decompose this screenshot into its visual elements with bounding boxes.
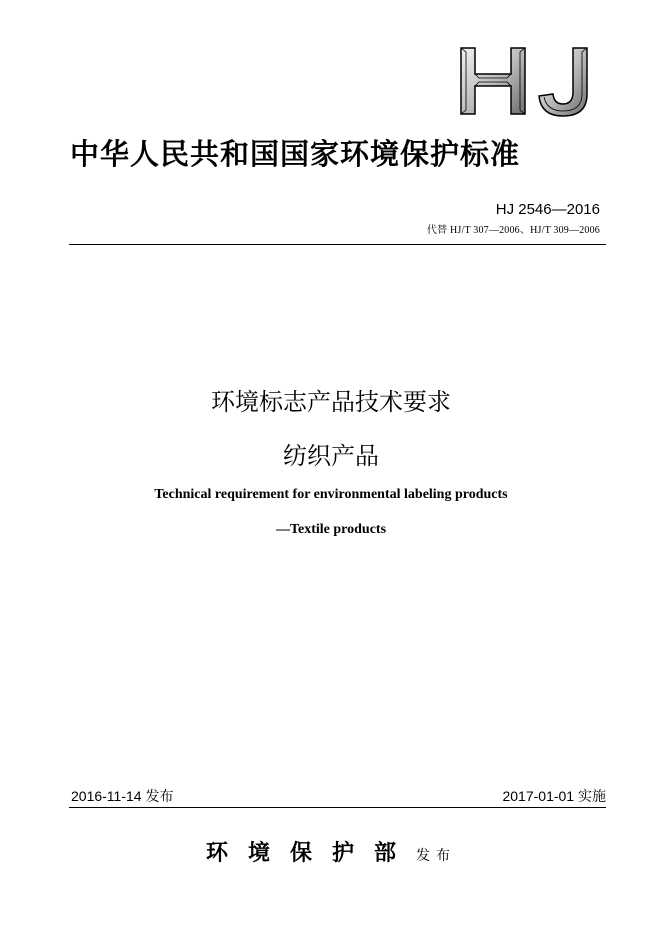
header-divider xyxy=(69,244,606,245)
issue-date: 2016-11-14 发布 xyxy=(71,788,174,804)
document-subtitle-cn: 纺织产品 xyxy=(283,442,379,470)
document-subtitle-en: —Textile products xyxy=(275,522,387,537)
standard-number: HJ 2546—2016 xyxy=(495,201,600,218)
hj-logo-icon xyxy=(455,42,605,120)
issuer-action: 发布 xyxy=(416,848,456,864)
document-title-cn: 环境标志产品技术要求 xyxy=(211,388,451,416)
implementation-date: 2017-01-01 实施 xyxy=(502,788,606,804)
replaces-note: 代替 HJ/T 307—2006、HJ/T 309—2006 xyxy=(426,225,600,236)
issuer-line xyxy=(0,836,662,867)
issuer-name: 环境保护部 xyxy=(205,840,416,866)
organization-title: 中华人民共和国国家环境保护标准 xyxy=(70,137,521,171)
document-title-en: Technical requirement for environmental labeling products xyxy=(154,487,508,502)
footer-divider xyxy=(69,807,606,808)
